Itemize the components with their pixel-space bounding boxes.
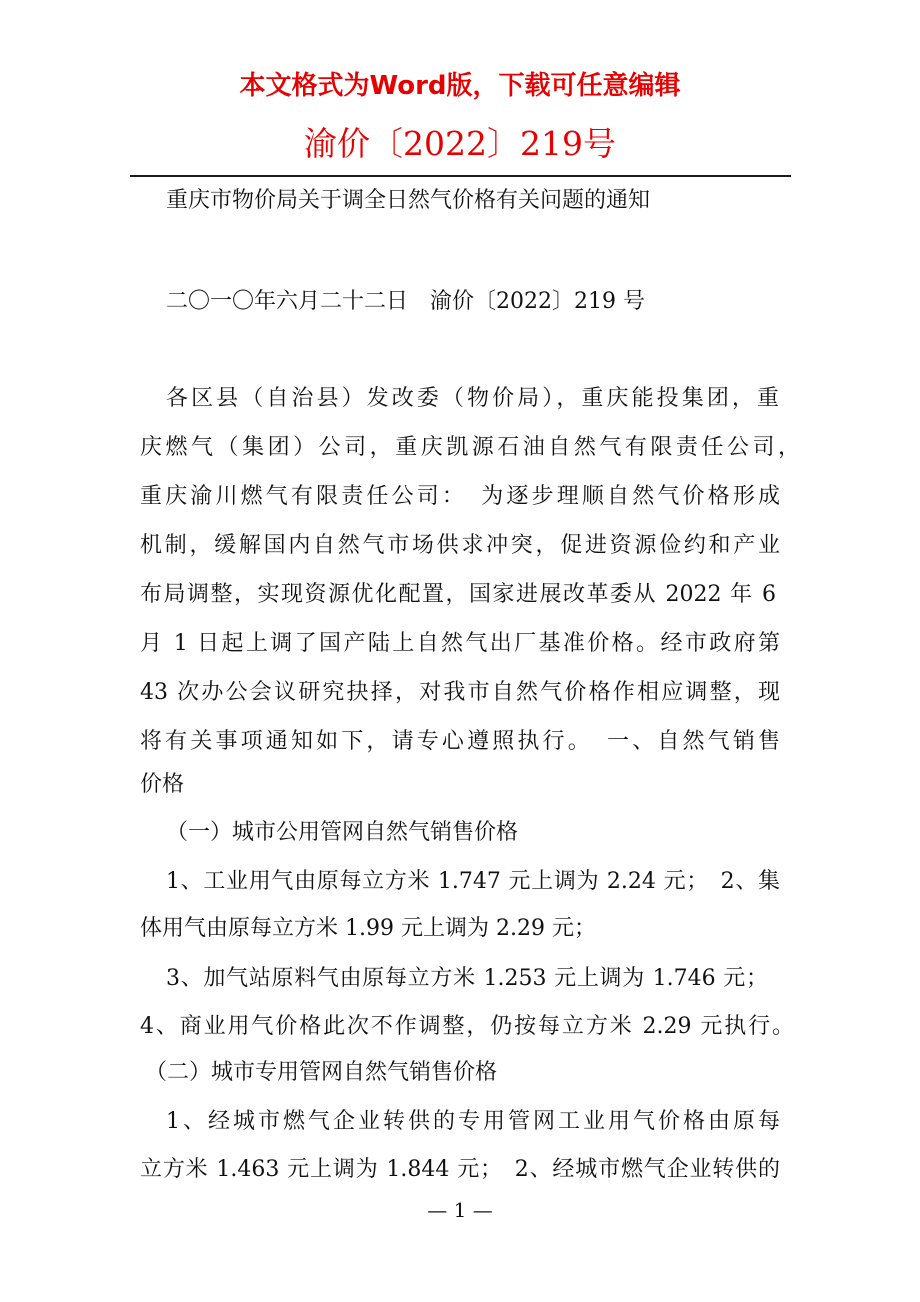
- body-line: 4、商业用气价格此次不作调整，仍按每立方米 2.29 元执行。: [140, 1014, 794, 1039]
- body-line: 各区县（自治县）发改委（物价局），重庆能投集团，重: [166, 386, 779, 411]
- body-line: 价格: [140, 772, 185, 797]
- date-reference: 二〇一〇年六月二十二日 渝价〔2022〕219 号: [166, 289, 645, 314]
- body-line: 3、加气站原料气由原每立方米 1.253 元上调为 1.746 元；: [166, 966, 768, 991]
- download-banner: 本文格式为Word版，下载可任意编辑: [239, 71, 681, 101]
- body-line: 将有关事项通知如下，请专心遵照执行。 一、自然气销售: [140, 729, 780, 754]
- section-heading: （一）城市公用管网自然气销售价格: [166, 820, 519, 845]
- section-heading: （二）城市专用管网自然气销售价格: [145, 1060, 498, 1085]
- body-line: 1、工业用气由原每立方米 1.747 元上调为 2.24 元； 2、集: [166, 869, 780, 894]
- body-line: 1、经城市燃气企业转供的专用管网工业用气价格由原每: [166, 1109, 780, 1134]
- body-line: 重庆渝川燃气有限责任公司： 为逐步理顺自然气价格形成: [140, 484, 780, 509]
- document-number-heading: 渝价〔2022〕219号: [304, 124, 616, 163]
- body-line: 机制，缓解国内自然气市场供求冲突，促进资源俭约和产业: [140, 533, 780, 558]
- body-line: 43 次办公会议研究抉择，对我市自然气价格作相应调整，现: [140, 680, 780, 705]
- body-line: 庆燃气（集团）公司，重庆凯源石油自然气有限责任公司，: [140, 435, 800, 460]
- document-title: 重庆市物价局关于调全日然气价格有关问题的通知: [166, 188, 651, 213]
- body-line: 布局调整，实现资源优化配置，国家进展改革委从 2022 年 6: [140, 582, 776, 607]
- body-line: 月 1 日起上调了国产陆上自然气出厂基准价格。经市政府第: [140, 631, 780, 656]
- page-number: — 1 —: [427, 1198, 493, 1222]
- body-line: 立方米 1.463 元上调为 1.844 元； 2、经城市燃气企业转供的: [140, 1157, 780, 1182]
- header-divider: [130, 175, 791, 177]
- body-line: 体用气由原每立方米 1.99 元上调为 2.29 元；: [140, 916, 596, 941]
